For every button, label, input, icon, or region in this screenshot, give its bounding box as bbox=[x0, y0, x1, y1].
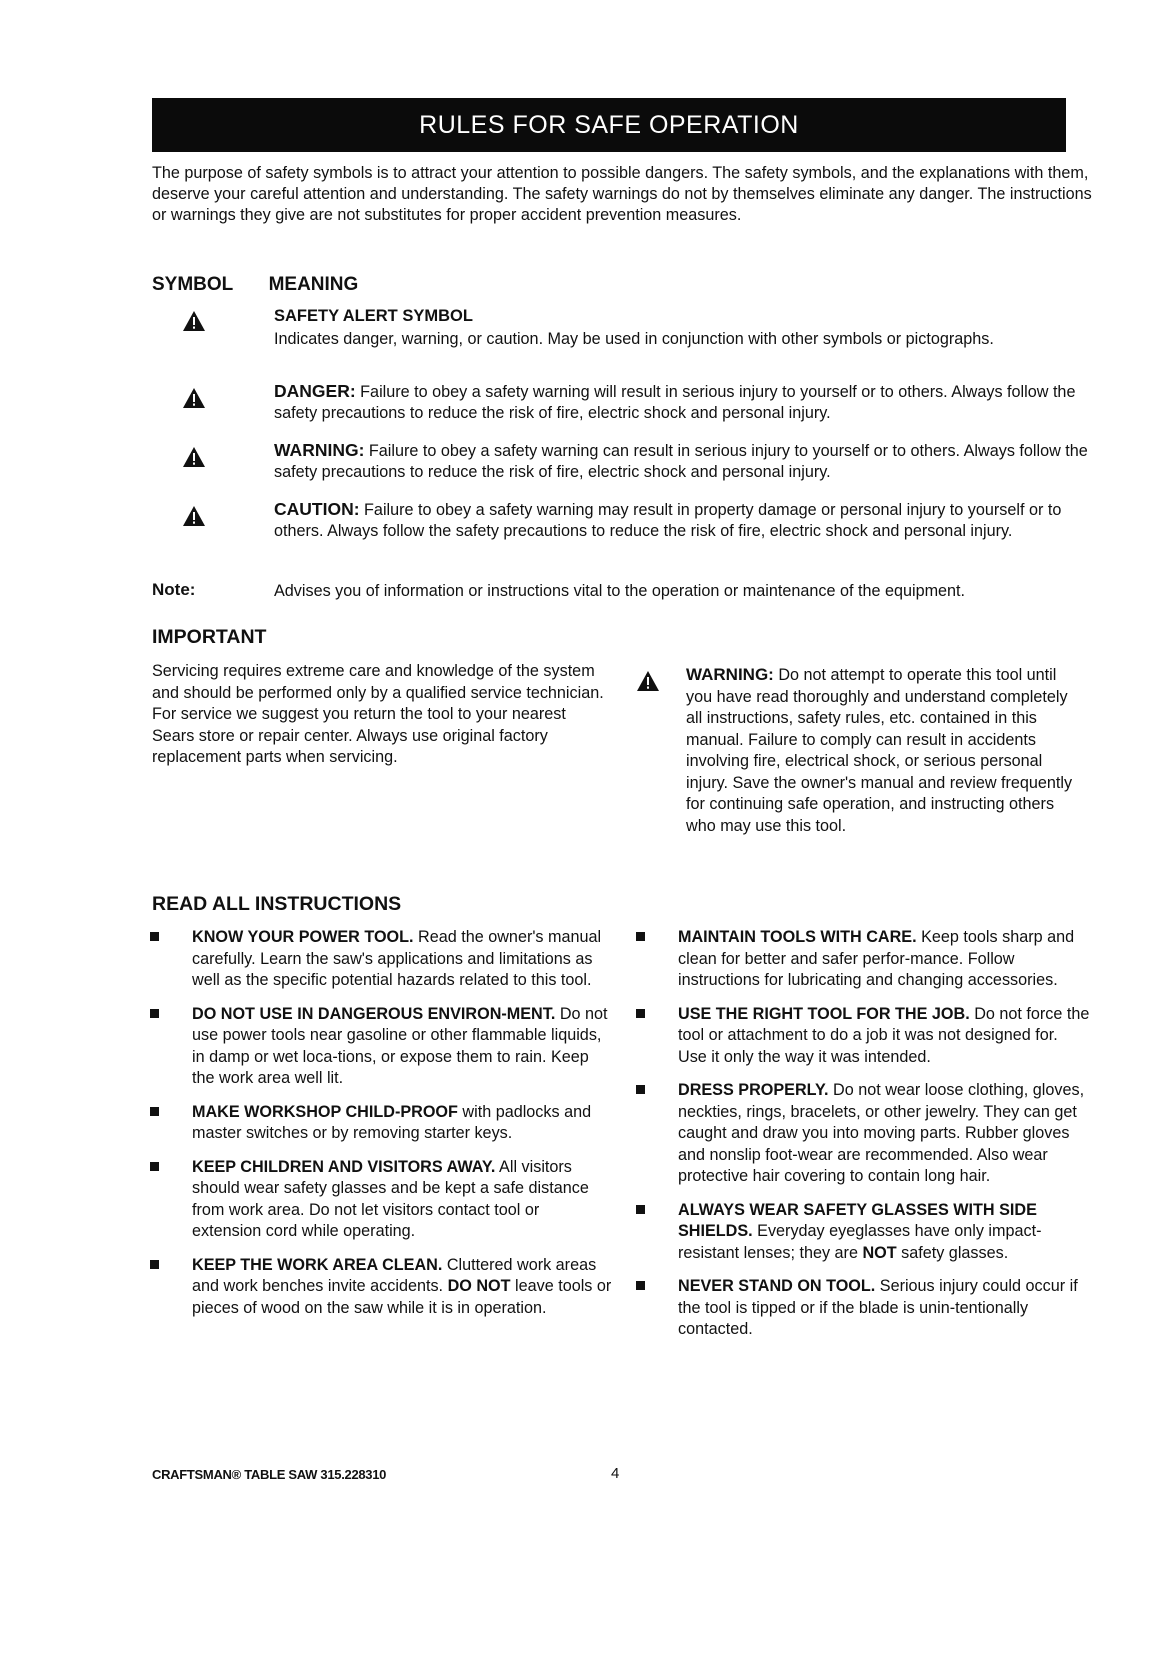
list-item: MAINTAIN TOOLS WITH CARE. Keep tools sharp and clean for better and safer perfor-mance. Follow instructions for lubricating and changing accessories. bbox=[636, 927, 1091, 992]
footer-model: CRAFTSMAN® TABLE SAW 315.228310 bbox=[152, 1467, 387, 1482]
page-title-banner: RULES FOR SAFE OPERATION bbox=[152, 98, 1066, 152]
operation-warning-text: Do not attempt to operate this tool until you have read thoroughly and understand completely all instructions, safety rules, etc. contained in this manual. Failure to comply can result in accidents involving fire, electrical shock, or serious personal injury. Save the owner's manual and review frequently for continuing safe operation, and instructing others who may use this tool. bbox=[686, 666, 1073, 835]
meaning-column-heading: MEANING bbox=[268, 274, 359, 295]
list-item: ALWAYS WEAR SAFETY GLASSES WITH SIDE SHIELDS. Everyday eyeglasses have only impact-resistant lenses; they are NOT safety glasses. bbox=[636, 1200, 1091, 1265]
intro-paragraph: The purpose of safety symbols is to attract your attention to possible dangers. The safety symbols, and the explanations with them, deserve your careful attention and understanding. The safety warnings do not by themselves eliminate any danger. The instructions or warnings they give are not substitutes for proper accident prevention measures. bbox=[152, 164, 1092, 224]
important-text: Servicing requires extreme care and knowledge of the system and should be performed only by a qualified service technician. For service we suggest you return the tool to your nearest Sears store or repair center. Always use original factory replacement parts when servicing. bbox=[152, 662, 604, 766]
danger-text: Failure to obey a safety warning will result in serious injury to yourself or to others. Always follow the safety precautions to reduce the risk of fire, electric shock and personal injury. bbox=[274, 383, 1076, 422]
list-item: KEEP THE WORK AREA CLEAN. Cluttered work areas and work benches invite accidents. DO NOT leave tools or pieces of wood on the saw while it is in operation. bbox=[150, 1255, 612, 1320]
page-number: 4 bbox=[611, 1465, 620, 1482]
warning-text: Failure to obey a safety warning can result in serious injury to yourself or to others. Always follow the safety precautions to reduce the risk of fire, electric shock and personal injury. bbox=[274, 442, 1088, 481]
list-item: USE THE RIGHT TOOL FOR THE JOB. Do not force the tool or attachment to do a job it was not designed for. Use it only the way it was intended. bbox=[636, 1004, 1091, 1069]
warning-triangle-icon bbox=[182, 387, 206, 409]
left-rules-list bbox=[150, 927, 612, 1331]
right-rules-list bbox=[636, 927, 1091, 1353]
warning-triangle-icon bbox=[636, 670, 660, 692]
caution-label: CAUTION: bbox=[274, 499, 360, 519]
list-item: NEVER STAND ON TOOL. Serious injury could occur if the tool is tipped or if the blade is unin-tentionally contacted. bbox=[636, 1276, 1091, 1341]
warning-triangle-icon bbox=[182, 310, 206, 332]
list-item: MAKE WORKSHOP CHILD-PROOF with padlocks and master switches or by removing starter keys. bbox=[150, 1102, 612, 1145]
safety-alert-text: Indicates danger, warning, or caution. May be used in conjunction with other symbols or pictographs. bbox=[274, 330, 994, 348]
operation-warning-label: WARNING: bbox=[686, 665, 774, 684]
safety-alert-title: SAFETY ALERT SYMBOL bbox=[274, 307, 473, 325]
list-item: KNOW YOUR POWER TOOL. Read the owner's manual carefully. Learn the saw's applications and limitations as well as the specific potential hazards related to this tool. bbox=[150, 927, 612, 992]
list-item: DO NOT USE IN DANGEROUS ENVIRON-MENT. Do not use power tools near gasoline or other flammable liquids, in damp or wet loca-tions, or expose them to rain. Keep the work area well lit. bbox=[150, 1004, 612, 1090]
caution-text: Failure to obey a safety warning may result in property damage or personal injury to yourself or to others. Always follow the safety precautions to reduce the risk of fire, electric shock and personal injury. bbox=[274, 501, 1062, 540]
important-heading: IMPORTANT bbox=[152, 626, 267, 648]
note-text: Advises you of information or instructions vital to the operation or maintenance of the equipment. bbox=[274, 582, 966, 600]
list-item: DRESS PROPERLY. Do not wear loose clothing, gloves, neckties, rings, bracelets, or other jewelry. They can get caught and draw you into moving parts. Rubber gloves and nonslip foot-wear are recommended. Also wear protective hair covering to contain long hair. bbox=[636, 1080, 1091, 1188]
note-label: Note: bbox=[152, 580, 196, 599]
warning-triangle-icon bbox=[182, 446, 206, 468]
warning-triangle-icon bbox=[182, 505, 206, 527]
list-item: KEEP CHILDREN AND VISITORS AWAY. All visitors should wear safety glasses and be kept a safe distance from work area. Do not let visitors contact tool or extension cord while operating. bbox=[150, 1157, 612, 1243]
warning-label: WARNING: bbox=[274, 440, 365, 460]
read-all-heading: READ ALL INSTRUCTIONS bbox=[152, 893, 402, 915]
danger-label: DANGER: bbox=[274, 381, 356, 401]
symbol-meaning-heading bbox=[152, 274, 358, 296]
symbol-column-heading: SYMBOL bbox=[152, 274, 234, 295]
